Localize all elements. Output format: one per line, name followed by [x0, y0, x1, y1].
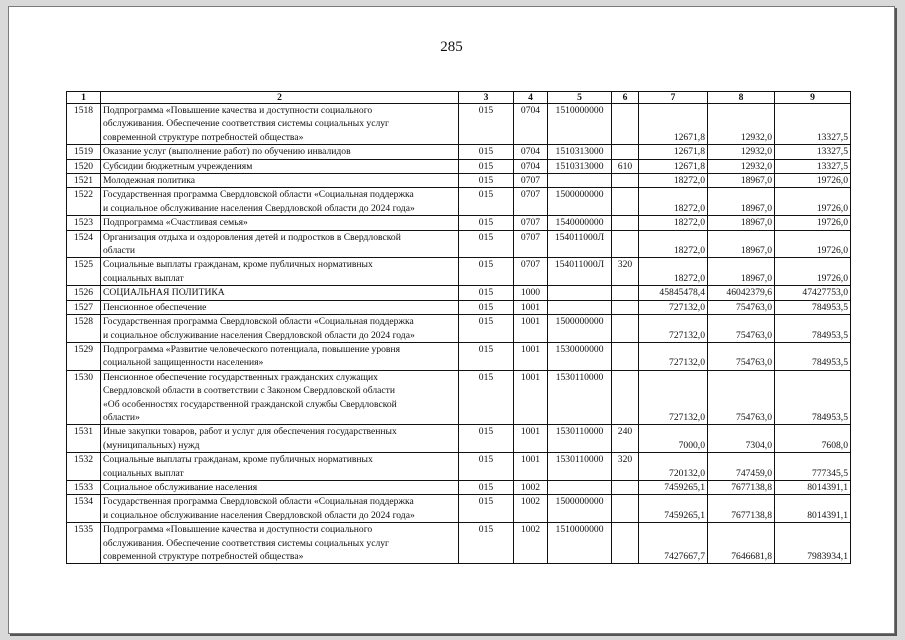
row-col6	[612, 286, 639, 300]
row-col4: 1001	[514, 300, 548, 314]
row-col5: 1540000000	[548, 216, 612, 230]
row-col9: 784953,5	[775, 300, 851, 314]
row-col9: 7983934,1	[775, 523, 851, 564]
table-row	[67, 104, 851, 145]
row-col5: 1510313000	[548, 159, 612, 173]
col-header-6: 6	[612, 92, 639, 104]
row-col4: 1002	[514, 523, 548, 564]
row-col9: 19726,0	[775, 174, 851, 188]
row-col8: 18967,0	[708, 230, 775, 258]
col-header-3: 3	[459, 92, 514, 104]
col-header-8: 8	[708, 92, 775, 104]
row-col8: 18967,0	[708, 216, 775, 230]
row-name: Оказание услуг (выполнение работ) по обучению инвалидов	[101, 145, 459, 159]
row-col4: 0704	[514, 159, 548, 173]
table-row	[67, 159, 851, 173]
row-col6	[612, 315, 639, 343]
row-col4: 1001	[514, 425, 548, 453]
document-page	[8, 6, 895, 634]
row-col8: 754763,0	[708, 315, 775, 343]
row-col6	[612, 104, 639, 145]
row-name: Социальные выплаты гражданам, кроме публичных нормативных социальных выплат	[101, 453, 459, 481]
row-col5: 1500000000	[548, 315, 612, 343]
row-col6	[612, 300, 639, 314]
row-name: Подпрограмма «Повышение качества и доступности социального обслуживания. Обеспечение соответствия системы социальных услуг современной структуре потребностей общества»	[101, 523, 459, 564]
row-col7: 727132,0	[639, 300, 708, 314]
row-col7: 720132,0	[639, 453, 708, 481]
row-col8: 18967,0	[708, 258, 775, 286]
row-col4: 1000	[514, 286, 548, 300]
row-col5: 154011000Л	[548, 230, 612, 258]
row-col5: 1530110000	[548, 453, 612, 481]
row-col3: 015	[459, 286, 514, 300]
row-col3: 015	[459, 523, 514, 564]
row-col6: 610	[612, 159, 639, 173]
row-col8: 754763,0	[708, 370, 775, 425]
row-col9: 784953,5	[775, 342, 851, 370]
row-col6: 240	[612, 425, 639, 453]
row-col6	[612, 480, 639, 494]
row-col4: 0707	[514, 174, 548, 188]
row-col5: 1530000000	[548, 342, 612, 370]
row-col8: 12932,0	[708, 104, 775, 145]
row-col7: 727132,0	[639, 370, 708, 425]
row-col5: 1530110000	[548, 370, 612, 425]
row-col5	[548, 480, 612, 494]
row-name: Подпрограмма «Счастливая семья»	[101, 216, 459, 230]
row-col3: 015	[459, 453, 514, 481]
row-col3: 015	[459, 370, 514, 425]
row-col6	[612, 174, 639, 188]
row-col6	[612, 495, 639, 523]
row-name: СОЦИАЛЬНАЯ ПОЛИТИКА	[101, 286, 459, 300]
row-col7: 12671,8	[639, 145, 708, 159]
row-col6	[612, 523, 639, 564]
row-col3: 015	[459, 216, 514, 230]
row-number: 1522	[67, 188, 101, 216]
row-col9: 784953,5	[775, 370, 851, 425]
row-number: 1527	[67, 300, 101, 314]
table-row	[67, 145, 851, 159]
row-col3: 015	[459, 174, 514, 188]
row-col6	[612, 370, 639, 425]
row-col9: 8014391,1	[775, 495, 851, 523]
row-name: Иные закупки товаров, работ и услуг для обеспечения государственных (муниципальных) нужд	[101, 425, 459, 453]
row-col8: 18967,0	[708, 188, 775, 216]
row-col4: 1001	[514, 370, 548, 425]
row-col8: 754763,0	[708, 342, 775, 370]
row-col3: 015	[459, 104, 514, 145]
table-header-row	[67, 92, 851, 104]
row-col3: 015	[459, 188, 514, 216]
row-number: 1531	[67, 425, 101, 453]
row-col4: 1001	[514, 453, 548, 481]
row-col6: 320	[612, 258, 639, 286]
row-col6	[612, 216, 639, 230]
row-col8: 12932,0	[708, 145, 775, 159]
row-col4: 0707	[514, 216, 548, 230]
table-row	[67, 523, 851, 564]
row-col7: 45845478,4	[639, 286, 708, 300]
table-row	[67, 480, 851, 494]
row-col8: 7677138,8	[708, 495, 775, 523]
row-col5: 1500000000	[548, 188, 612, 216]
row-col8: 12932,0	[708, 159, 775, 173]
row-col6	[612, 230, 639, 258]
row-col5: 1510000000	[548, 523, 612, 564]
row-name: Пенсионное обеспечение	[101, 300, 459, 314]
row-number: 1528	[67, 315, 101, 343]
row-col9: 13327,5	[775, 145, 851, 159]
row-name: Подпрограмма «Повышение качества и доступности социального обслуживания. Обеспечение соответствия системы социальных услуг современной структуре потребностей общества»	[101, 104, 459, 145]
row-col4: 0707	[514, 188, 548, 216]
row-col3: 015	[459, 342, 514, 370]
row-name: Организация отдыха и оздоровления детей и подростков в Свердловской области	[101, 230, 459, 258]
row-col8: 747459,0	[708, 453, 775, 481]
row-col5	[548, 174, 612, 188]
row-col3: 015	[459, 145, 514, 159]
row-name: Субсидии бюджетным учреждениям	[101, 159, 459, 173]
row-col5: 1530110000	[548, 425, 612, 453]
row-number: 1518	[67, 104, 101, 145]
row-col7: 18272,0	[639, 188, 708, 216]
row-number: 1530	[67, 370, 101, 425]
col-header-5: 5	[548, 92, 612, 104]
table-row	[67, 495, 851, 523]
row-col3: 015	[459, 230, 514, 258]
row-col7: 18272,0	[639, 230, 708, 258]
row-name: Государственная программа Свердловской области «Социальная поддержка и социальное обслуживание населения Свердловской области до 2024 года»	[101, 188, 459, 216]
row-col9: 7608,0	[775, 425, 851, 453]
row-col6	[612, 188, 639, 216]
row-number: 1532	[67, 453, 101, 481]
row-col6: 320	[612, 453, 639, 481]
row-col8: 7677138,8	[708, 480, 775, 494]
row-col5: 1500000000	[548, 495, 612, 523]
page-number: 285	[440, 39, 463, 55]
row-col7: 7000,0	[639, 425, 708, 453]
row-col4: 0707	[514, 230, 548, 258]
row-col3: 015	[459, 159, 514, 173]
row-col8: 7646681,8	[708, 523, 775, 564]
col-header-7: 7	[639, 92, 708, 104]
row-col9: 777345,5	[775, 453, 851, 481]
table-row	[67, 425, 851, 453]
row-col4: 0704	[514, 104, 548, 145]
row-col7: 12671,8	[639, 159, 708, 173]
table-row	[67, 188, 851, 216]
row-col9: 13327,5	[775, 159, 851, 173]
row-col3: 015	[459, 258, 514, 286]
row-col5: 1510000000	[548, 104, 612, 145]
table-row	[67, 315, 851, 343]
row-name: Социальное обслуживание населения	[101, 480, 459, 494]
row-col6	[612, 342, 639, 370]
row-col5: 154011000Л	[548, 258, 612, 286]
row-col4: 0704	[514, 145, 548, 159]
row-col8: 18967,0	[708, 174, 775, 188]
row-col3: 015	[459, 480, 514, 494]
col-header-9: 9	[775, 92, 851, 104]
row-number: 1525	[67, 258, 101, 286]
col-header-1: 1	[67, 92, 101, 104]
row-number: 1534	[67, 495, 101, 523]
row-col4: 1001	[514, 342, 548, 370]
row-col8: 7304,0	[708, 425, 775, 453]
row-col5: 1510313000	[548, 145, 612, 159]
row-name: Подпрограмма «Развитие человеческого потенциала, повышение уровня социальной защищенности населения»	[101, 342, 459, 370]
row-col9: 8014391,1	[775, 480, 851, 494]
col-header-2: 2	[101, 92, 459, 104]
row-col9: 47427753,0	[775, 286, 851, 300]
row-col6	[612, 145, 639, 159]
table-row	[67, 258, 851, 286]
row-col8: 46042379,6	[708, 286, 775, 300]
row-col7: 18272,0	[639, 258, 708, 286]
row-number: 1535	[67, 523, 101, 564]
budget-table	[66, 91, 851, 564]
row-col9: 19726,0	[775, 258, 851, 286]
row-col8: 754763,0	[708, 300, 775, 314]
row-number: 1526	[67, 286, 101, 300]
row-number: 1524	[67, 230, 101, 258]
table-row	[67, 286, 851, 300]
table-row	[67, 230, 851, 258]
row-name: Государственная программа Свердловской области «Социальная поддержка и социальное обслуживание населения Свердловской области до 2024 года»	[101, 495, 459, 523]
row-col9: 19726,0	[775, 188, 851, 216]
row-col4: 0707	[514, 258, 548, 286]
row-name: Пенсионное обеспечение государственных гражданских служащих Свердловской области в соответствии с Законом Свердловской области «Об особенностях государственной гражданской службы Свердловской области»	[101, 370, 459, 425]
row-number: 1521	[67, 174, 101, 188]
row-col9: 784953,5	[775, 315, 851, 343]
table-row	[67, 453, 851, 481]
row-col9: 13327,5	[775, 104, 851, 145]
row-col3: 015	[459, 425, 514, 453]
table-row	[67, 342, 851, 370]
table-row	[67, 174, 851, 188]
row-number: 1533	[67, 480, 101, 494]
row-number: 1523	[67, 216, 101, 230]
table-row	[67, 370, 851, 425]
row-col3: 015	[459, 300, 514, 314]
row-col9: 19726,0	[775, 216, 851, 230]
row-col7: 18272,0	[639, 216, 708, 230]
row-col3: 015	[459, 315, 514, 343]
row-number: 1520	[67, 159, 101, 173]
table-row	[67, 300, 851, 314]
row-number: 1519	[67, 145, 101, 159]
row-col7: 727132,0	[639, 342, 708, 370]
row-name: Молодежная политика	[101, 174, 459, 188]
row-col5	[548, 286, 612, 300]
row-col7: 727132,0	[639, 315, 708, 343]
row-col7: 7459265,1	[639, 495, 708, 523]
row-col7: 18272,0	[639, 174, 708, 188]
row-col4: 1002	[514, 495, 548, 523]
table-row	[67, 216, 851, 230]
col-header-4: 4	[514, 92, 548, 104]
row-col3: 015	[459, 495, 514, 523]
row-col9: 19726,0	[775, 230, 851, 258]
row-col4: 1002	[514, 480, 548, 494]
row-col7: 7459265,1	[639, 480, 708, 494]
row-col5	[548, 300, 612, 314]
row-col4: 1001	[514, 315, 548, 343]
row-col7: 7427667,7	[639, 523, 708, 564]
row-col7: 12671,8	[639, 104, 708, 145]
row-name: Социальные выплаты гражданам, кроме публичных нормативных социальных выплат	[101, 258, 459, 286]
row-number: 1529	[67, 342, 101, 370]
row-name: Государственная программа Свердловской области «Социальная поддержка и социальное обслуживание населения Свердловской области до 2024 года»	[101, 315, 459, 343]
